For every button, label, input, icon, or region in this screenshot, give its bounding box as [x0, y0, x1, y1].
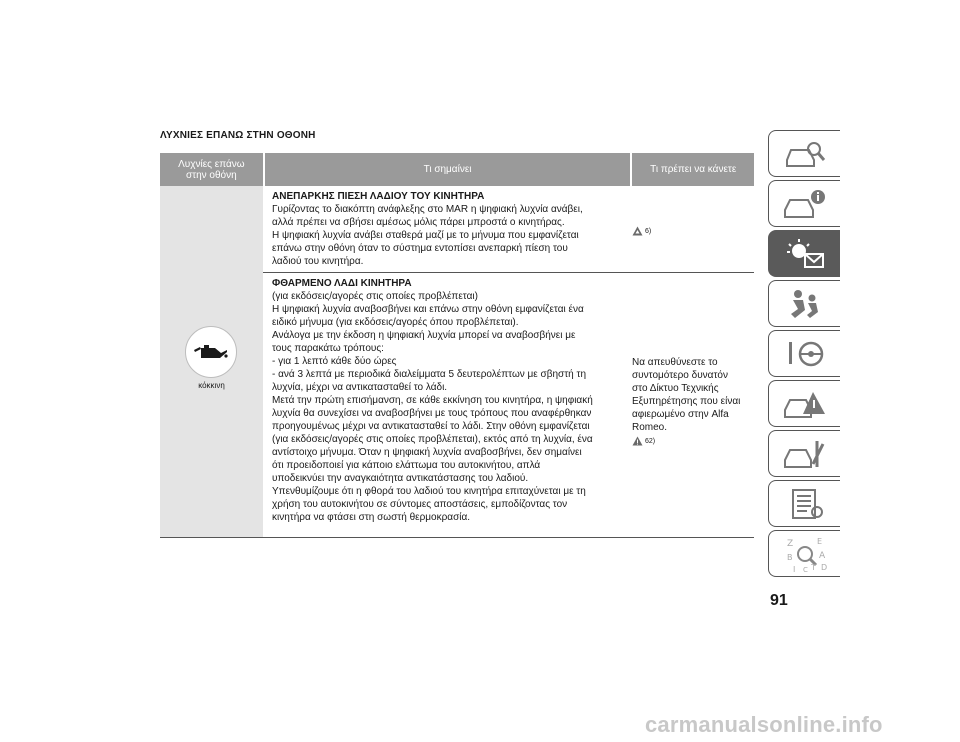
section-title: ΛΥΧΝΙΕΣ ΕΠΑΝΩ ΣΤΗΝ ΟΘΟΝΗ — [160, 130, 316, 141]
tab-driving[interactable] — [768, 330, 840, 377]
warning-triangle-icon — [632, 436, 643, 446]
action-line: Εξυπηρέτησης που είναι — [632, 396, 741, 407]
row-line: Γυρίζοντας το διακόπτη ανάφλεξης στο MAR η ψηφιακή λυχνία ανάβει, — [272, 204, 583, 215]
action-line: στο Δίκτυο Τεχνικής — [632, 383, 719, 394]
action-line: Romeo. — [632, 422, 668, 433]
tab-emergency[interactable] — [768, 380, 840, 427]
row-line: (για εκδόσεις/αγορές στις οποίες προβλέπεται) — [272, 291, 478, 302]
car-info-icon — [781, 186, 829, 222]
tab-safety[interactable] — [768, 280, 840, 327]
row-line: αντίστοιχο μήνυμα. Όταν η ψηφιακή λυχνία αναβοσβήνει, δεν σημαίνει — [272, 447, 582, 458]
chapter-sidebar — [768, 130, 840, 586]
header-meaning: Τι σημαίνει — [265, 153, 631, 186]
row-line: λαδιού του κινητήρα. — [272, 256, 364, 267]
row-line: Μετά την πρώτη επισήμανση, σε κάθε εκκίνηση του κινητήρα, η ψηφιακή — [272, 395, 593, 406]
oil-can-icon — [185, 326, 237, 378]
hazard-triangle-icon — [632, 226, 643, 236]
row-divider — [263, 272, 754, 273]
tab-car-magnifier[interactable] — [768, 130, 840, 177]
svg-text:C: C — [802, 565, 808, 574]
header-lamps — [160, 153, 263, 186]
tab-car-info[interactable] — [768, 180, 840, 227]
document-list-icon — [781, 486, 829, 522]
action-line: συντομότερο δυνατόν — [632, 370, 728, 381]
table-bottom-rule — [160, 537, 754, 538]
row-line: - για 1 λεπτό κάθε δύο ώρες — [272, 356, 397, 367]
tab-technical-data[interactable] — [768, 480, 840, 527]
reference-label: 6) — [645, 228, 652, 235]
reference-6 — [632, 226, 752, 236]
tab-maintenance[interactable] — [768, 430, 840, 477]
row-line: ότι προειδοποιεί για κάποιο ελάττωμα του αυτοκινήτου, απλά — [272, 460, 541, 471]
svg-text:Z: Z — [786, 538, 793, 549]
tab-warning-lights-messages[interactable] — [768, 230, 840, 277]
action-worn-engine-oil — [632, 356, 752, 446]
svg-text:A: A — [818, 550, 825, 561]
row-line: (για εκδόσεις/αγορές στις οποίες προβλέπεται), εκτός από τη λυχνία, ένα — [272, 434, 593, 445]
watermark: carmanualsonline.info — [645, 712, 883, 737]
tab-index[interactable] — [768, 530, 840, 577]
row-worn-engine-oil — [272, 277, 622, 524]
action-low-oil-pressure — [632, 226, 752, 236]
reference-label: 62) — [645, 438, 656, 445]
reference-62 — [632, 436, 752, 446]
svg-text:I: I — [792, 564, 795, 574]
seated-passengers-icon — [781, 286, 829, 322]
row-line: χρήση του αυτοκινήτου σε σύντομες αποστάσεις, εμποδίζοντας τον — [272, 499, 568, 510]
car-tools-icon — [781, 436, 829, 472]
row-heading: ΦΘΑΡΜΕΝΟ ΛΑΔΙ ΚΙΝΗΤΗΡΑ — [272, 278, 412, 289]
header-action: Τι πρέπει να κάνετε — [632, 153, 754, 186]
row-line: ειδικό μήνυμα (για εκδόσεις/αγορές όπου προβλέπεται). — [272, 317, 519, 328]
svg-text:E: E — [816, 536, 822, 546]
car-magnifier-icon — [781, 136, 829, 172]
row-heading: ΑΝΕΠΑΡΚΗΣ ΠΙΕΣΗ ΛΑΔΙΟΥ ΤΟΥ ΚΙΝΗΤΗΡΑ — [272, 191, 485, 202]
row-line: Η ψηφιακή λυχνία αναβοσβήνει και επάνω στην οθόνη εμφανίζεται ένα — [272, 304, 584, 315]
lamp-column — [160, 186, 263, 537]
table-header — [160, 153, 754, 186]
row-line: επάνω στην οθόνη όταν το σύστημα εντοπίσει ανεπαρκή πίεση του — [272, 243, 568, 254]
row-line: Ανάλογα με την έκδοση η ψηφιακή λυχνία μπορεί να αναβοσβήνει με — [272, 330, 576, 341]
lamp-caption: κόκκινη — [198, 381, 225, 390]
row-line: λυχνία, μέχρι να αντικατασταθεί το λάδι. — [272, 382, 448, 393]
alphabet-index-icon — [781, 534, 829, 574]
row-line: κινητήρα να φτάσει στη σωστή θερμοκρασία. — [272, 512, 471, 523]
svg-text:T: T — [810, 562, 816, 572]
row-line: λυχνία θα συνεχίσει να αναβοσβήνει με τους τρόπους που αναφέρθηκαν — [272, 408, 592, 419]
header-lamps-line1: Λυχνίες επάνω — [178, 158, 245, 170]
row-line: Υπενθυμίζουμε ότι η φθορά του λαδιού του κινητήρα επιταχύνεται με τη — [272, 486, 586, 497]
row-low-oil-pressure — [272, 190, 622, 268]
row-line: αλλά πρέπει να σβήσει αμέσως μόλις πάρει μπροστά ο κινητήρας. — [272, 217, 565, 228]
row-line: τους παρακάτω τρόπους: — [272, 343, 384, 354]
action-line: Να απευθύνεστε το — [632, 357, 718, 368]
warning-light-message-icon — [781, 236, 829, 272]
action-line: αφιερωμένο στην Alfa — [632, 409, 729, 420]
svg-text:D: D — [820, 562, 827, 572]
page-number: 91 — [770, 592, 788, 609]
header-lamps-line2: στην οθόνη — [185, 169, 237, 181]
svg-text:B: B — [786, 552, 792, 562]
row-line: Η ψηφιακή λυχνία ανάβει σταθερά μαζί με το μήνυμα που εμφανίζεται — [272, 230, 579, 241]
steering-wheel-icon — [781, 336, 829, 372]
car-crash-icon — [781, 386, 829, 422]
row-line: - ανά 3 λεπτά με περιοδικά διαλείμματα 5 δευτερολέπτων με σβηστή τη — [272, 369, 586, 380]
row-line: υποδεικνύει την αναγκαιότητα αντικατάστασης του λαδιού. — [272, 473, 529, 484]
row-line: προηγουμένως μέχρι να αντικατασταθεί το λάδι. Στην οθόνη εμφανίζεται — [272, 421, 590, 432]
